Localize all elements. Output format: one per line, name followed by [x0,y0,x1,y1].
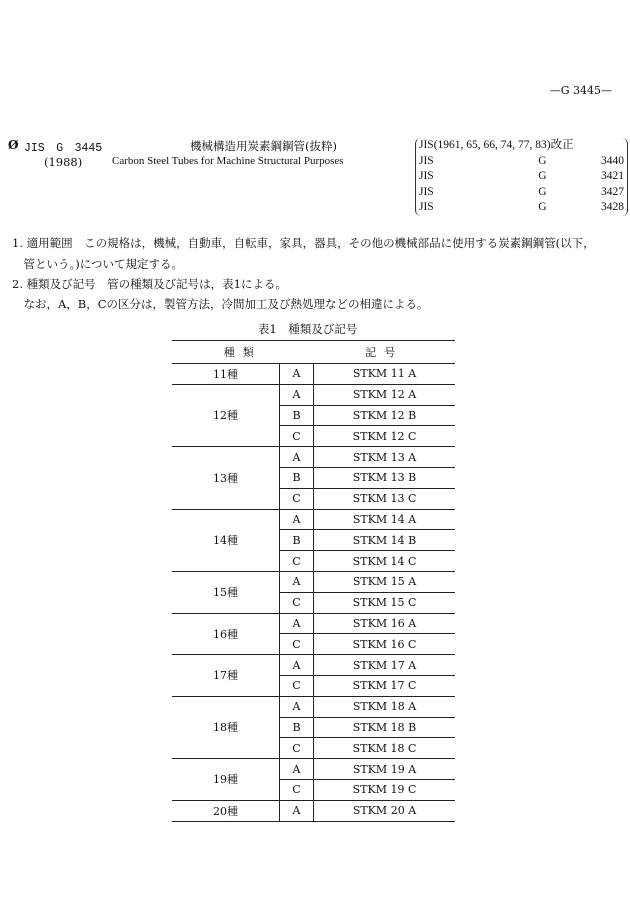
table-row [172,364,455,385]
class-cell: C [280,779,314,800]
class-cell: A [280,571,314,592]
kind-cell: 20種 [172,800,280,821]
table-row [172,447,455,468]
class-cell: C [280,675,314,696]
reference-cell: 3428 [600,201,624,213]
symbol-cell: STKM 16 A [314,613,456,634]
symbol-cell: STKM 18 C [314,738,456,759]
reference-cell: 3440 [600,154,624,167]
kind-cell: 19種 [172,759,280,801]
reference-standards [415,138,628,216]
standard-number: JIS G 3445 [24,142,103,155]
class-cell: A [280,655,314,676]
types-symbols-table [172,340,455,822]
reference-cell: JIS [419,154,434,167]
reference-cell: JIS [419,185,434,198]
symbol-cell: STKM 14 B [314,530,456,551]
symbol-cell: STKM 14 A [314,509,456,530]
symbol-cell: STKM 14 C [314,551,456,572]
symbol-cell: STKM 19 A [314,759,456,780]
reference-cell: JIS [419,201,434,213]
table-caption: 表1 種類及び記号 [258,322,358,336]
reference-cell: JIS [419,170,434,182]
symbol-cell: STKM 19 C [314,779,456,800]
reference-row [419,169,624,185]
class-cell: B [280,717,314,738]
header-symbol: 記号 [314,341,456,364]
class-cell: A [280,364,314,385]
symbol-cell: STKM 12 C [314,426,456,447]
symbol-cell: STKM 15 C [314,592,456,613]
header-kind: 種類 [172,341,314,364]
reference-row [419,138,624,154]
kind-cell: 18種 [172,696,280,758]
class-cell: C [280,488,314,509]
symbol-cell: STKM 13 A [314,447,456,468]
title-japanese: 機械構造用炭素鋼鋼管(抜粋) [190,139,337,153]
kind-cell: 11種 [172,364,280,385]
reference-cell: 3427 [600,185,624,198]
symbol-cell: STKM 17 A [314,655,456,676]
symbol-cell: STKM 18 A [314,696,456,717]
class-cell: C [280,592,314,613]
kind-cell: 12種 [172,384,280,446]
reference-cell: G [538,185,547,198]
table-row [172,759,455,780]
class-cell: B [280,530,314,551]
title-english: Carbon Steel Tubes for Machine Structural Purposes [112,155,344,167]
symbol-cell: STKM 17 C [314,675,456,696]
symbol-cell: STKM 13 C [314,488,456,509]
kind-cell: 13種 [172,447,280,509]
table-row [172,613,455,634]
reference-cell: G [538,154,547,167]
reference-cell: 3421 [600,170,624,182]
reference-cell: G [538,170,547,182]
table-row [172,696,455,717]
paragraph: 1. 適用範囲 この規格は，機械，自動車，自転車，家具，器具，その他の機械部品に使用する炭素鋼鋼管(以下， [12,236,595,250]
symbol-cell: STKM 18 B [314,717,456,738]
class-cell: A [280,759,314,780]
symbol-cell: STKM 15 A [314,571,456,592]
class-cell: C [280,551,314,572]
class-cell: C [280,426,314,447]
paragraph: 管という。)について規定する。 [12,257,184,271]
table-row [172,800,455,821]
class-cell: A [280,800,314,821]
symbol-cell: STKM 11 A [314,364,456,385]
class-cell: A [280,613,314,634]
class-cell: A [280,696,314,717]
table-row [172,655,455,676]
symbol-cell: STKM 12 B [314,405,456,426]
kind-cell: 14種 [172,509,280,571]
reference-row [419,200,624,216]
page-number: —G 3445— [549,84,612,97]
symbol-cell: STKM 16 C [314,634,456,655]
class-cell: A [280,509,314,530]
reference-cell: G [538,201,547,213]
symbol-cell: STKM 20 A [314,800,456,821]
class-cell: A [280,384,314,405]
table-row [172,509,455,530]
confirmed-mark-icon: Ø [8,138,19,152]
class-cell: C [280,738,314,759]
class-cell: B [280,405,314,426]
symbol-cell: STKM 13 B [314,467,456,488]
reference-row [419,185,624,201]
class-cell: B [280,467,314,488]
class-cell: C [280,634,314,655]
table-row [172,571,455,592]
paragraph: 2. 種類及び記号 管の種類及び記号は，表1による。 [12,277,287,291]
reference-cell: JIS(1961, 65, 66, 74, 77, 83)改正 [419,139,574,151]
standard-year: (1988) [44,155,83,169]
paragraph: なお，A，B，Cの区分は，製管方法，冷間加工及び熱処理などの相違による。 [12,297,429,311]
class-cell: A [280,447,314,468]
table-row [172,384,455,405]
kind-cell: 17種 [172,655,280,697]
reference-row [419,154,624,170]
symbol-cell: STKM 12 A [314,384,456,405]
kind-cell: 16種 [172,613,280,655]
kind-cell: 15種 [172,571,280,613]
